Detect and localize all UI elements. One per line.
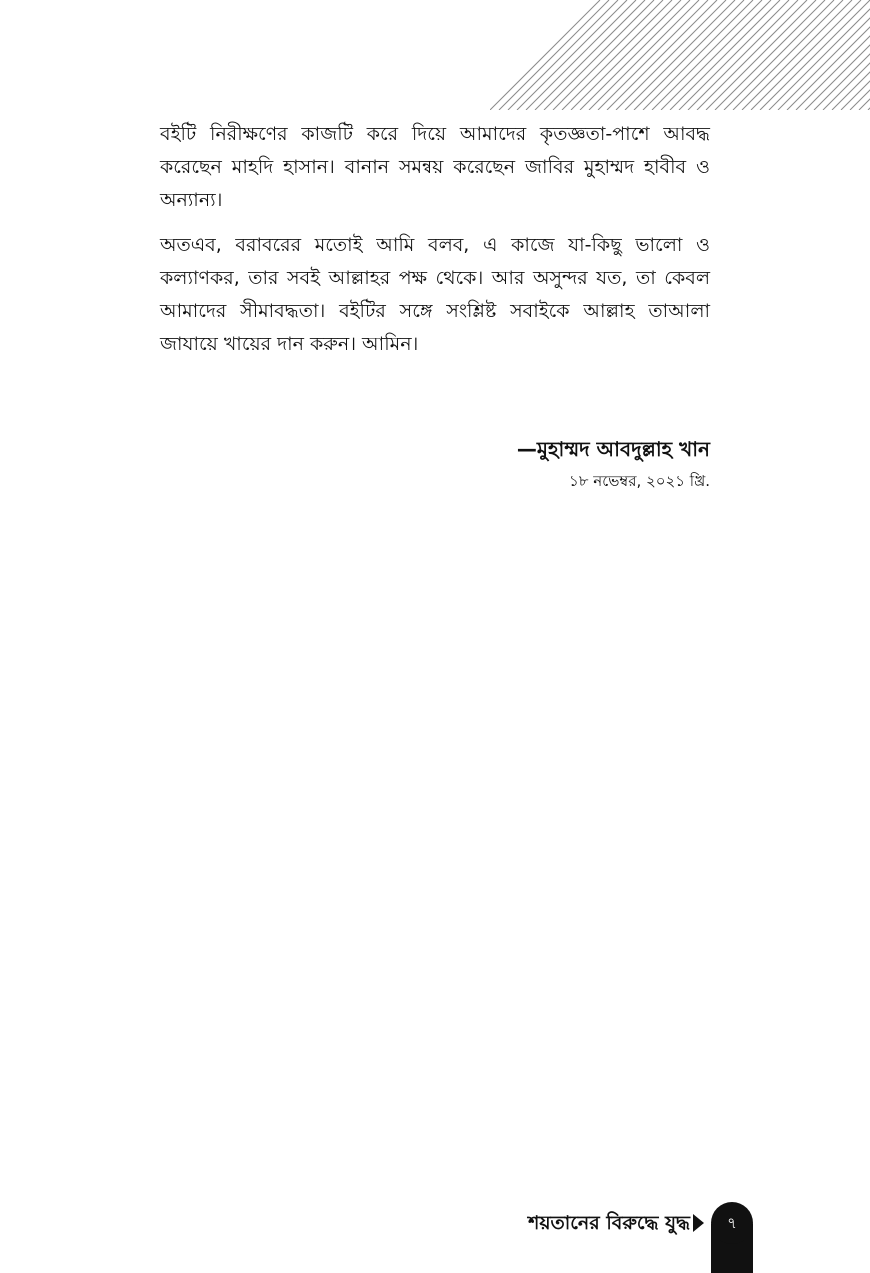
- hatch-line: [526, 0, 636, 110]
- hatch-line: [724, 0, 834, 110]
- decorative-hatch-pattern: [490, 0, 870, 110]
- page-number: ৭: [711, 1202, 753, 1244]
- hatch-line: [706, 0, 816, 110]
- hatch-line: [499, 0, 609, 110]
- paragraph-acknowledgement: বইটি নিরীক্ষণের কাজটি করে দিয়ে আমাদের কৃতজ্ঞতা-পাশে আবদ্ধ করেছেন মাহদি হাসান। বানান সমন্বয় করেছেন জাবির মুহাম্মদ হাবীব ও অন্যান্য।: [160, 123, 710, 211]
- hatch-line: [733, 0, 843, 110]
- hatch-line: [517, 0, 627, 110]
- hatch-line: [661, 0, 771, 110]
- hatch-line: [760, 0, 870, 110]
- triangle-arrow-icon: [693, 1214, 704, 1232]
- hatch-line: [688, 0, 798, 110]
- hatch-line: [679, 0, 789, 110]
- hatch-line: [508, 0, 618, 110]
- hatch-line: [607, 0, 717, 110]
- body-text: [160, 118, 710, 373]
- hatch-line: [841, 0, 870, 110]
- hatch-line: [742, 0, 852, 110]
- running-book-title: শয়তানের বিরুদ্ধে যুদ্ধ: [528, 1212, 690, 1234]
- signature-date: ১৮ নভেম্বর, ২০২১ খ্রি.: [569, 472, 710, 490]
- hatch-line: [490, 0, 600, 110]
- hatch-line: [715, 0, 825, 110]
- hatch-line: [544, 0, 654, 110]
- author-name: —মুহাম্মদ আবদুল্লাহ খান: [516, 437, 710, 461]
- paragraph-closing: অতএব, বরাবরের মতোই আমি বলব, এ কাজে যা-কিছু ভালো ও কল্যাণকর, তার সবই আল্লাহর পক্ষ থেকে। আর অসুন্দর যত, তা কেবল আমাদের সীমাবদ্ধতা। বইটির সঙ্গে সংশ্লিষ্ট সবাইকে আল্লাহ তাআলা জাযায়ে খায়ের দান করুন। আমিন।: [160, 234, 710, 355]
- hatch-line: [571, 0, 681, 110]
- hatch-line: [553, 0, 663, 110]
- hatch-line: [634, 0, 744, 110]
- page-footer: [0, 1196, 870, 1273]
- hatch-line: [643, 0, 753, 110]
- hatch-line: [751, 0, 861, 110]
- hatch-line: [769, 0, 870, 110]
- hatch-line: [562, 0, 672, 110]
- hatch-line: [697, 0, 807, 110]
- hatch-line: [535, 0, 645, 110]
- hatch-line: [652, 0, 762, 110]
- hatch-line: [589, 0, 699, 110]
- signature-block: [517, 432, 710, 496]
- hatch-line: [580, 0, 690, 110]
- hatch-line: [598, 0, 708, 110]
- hatch-line: [625, 0, 735, 110]
- hatch-line: [616, 0, 726, 110]
- hatch-line: [670, 0, 780, 110]
